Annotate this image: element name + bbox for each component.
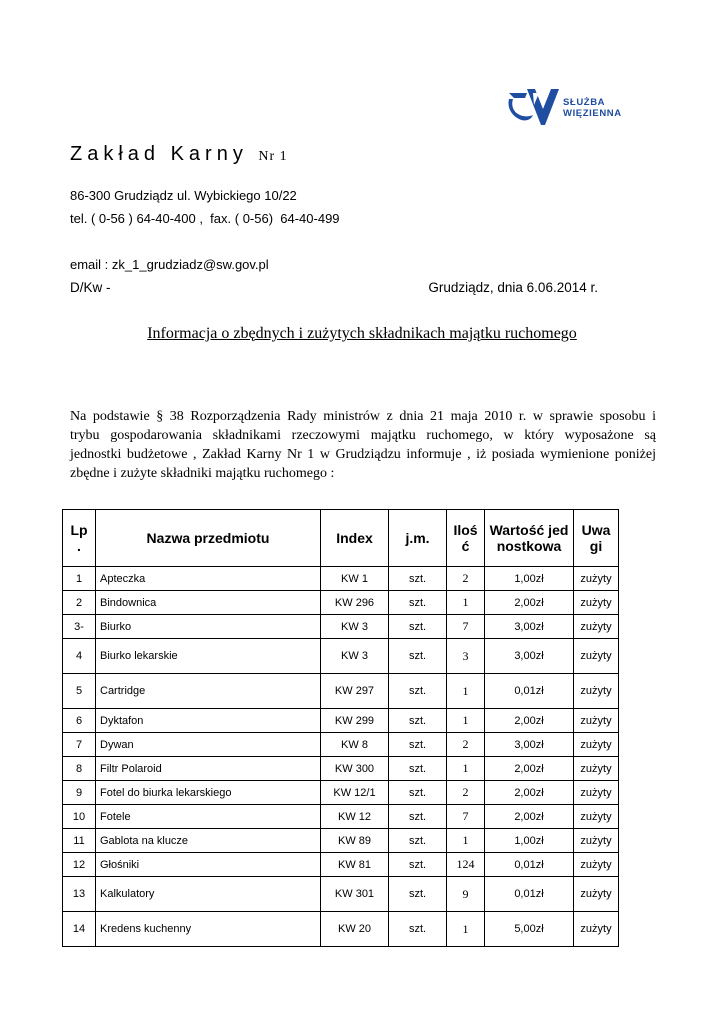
- cell-qty: 1: [447, 829, 485, 853]
- paragraph-line-1: Na podstawie § 38 Rozporządzenia Rady ministrów z dnia 21 maja 2010 r. w sprawie sposobu i: [70, 409, 656, 424]
- cell-name: Filtr Polaroid: [96, 757, 321, 781]
- intro-paragraph: [70, 407, 656, 483]
- cell-value: 0,01zł: [485, 853, 574, 877]
- cell-notes: zużyty: [574, 674, 619, 709]
- cell-qty: 1: [447, 591, 485, 615]
- cell-unit: szt.: [389, 615, 447, 639]
- cell-index: KW 12/1: [321, 781, 389, 805]
- header-lp: Lp .: [63, 510, 96, 567]
- header-name: Nazwa przedmiotu: [96, 510, 321, 567]
- cell-qty: 2: [447, 733, 485, 757]
- header-notes: Uwagi: [574, 510, 619, 567]
- cell-unit: szt.: [389, 877, 447, 912]
- cell-index: KW 296: [321, 591, 389, 615]
- cell-notes: zużyty: [574, 639, 619, 674]
- cell-lp: 12: [63, 853, 96, 877]
- cell-value: 2,00zł: [485, 591, 574, 615]
- sw-emblem-icon: [505, 85, 563, 131]
- cell-notes: zużyty: [574, 733, 619, 757]
- cell-notes: zużyty: [574, 829, 619, 853]
- cell-value: 3,00zł: [485, 733, 574, 757]
- cell-name: Biurko lekarskie: [96, 639, 321, 674]
- cell-notes: zużyty: [574, 912, 619, 947]
- cell-unit: szt.: [389, 639, 447, 674]
- cell-lp: 6: [63, 709, 96, 733]
- table-row: [63, 912, 619, 947]
- cell-lp: 13: [63, 877, 96, 912]
- cell-name: Fotel do biurka lekarskiego: [96, 781, 321, 805]
- cell-qty: 124: [447, 853, 485, 877]
- table-header-row: [63, 510, 619, 567]
- cell-index: KW 1: [321, 567, 389, 591]
- cell-value: 3,00zł: [485, 639, 574, 674]
- cell-name: Biurko: [96, 615, 321, 639]
- cell-notes: zużyty: [574, 615, 619, 639]
- paragraph-line-3: jednostki budżetowe , Zakład Karny Nr 1 w Grudziądzu informuje , iż posiada wymienione poniżej: [70, 447, 656, 462]
- cell-unit: szt.: [389, 805, 447, 829]
- cell-unit: szt.: [389, 912, 447, 947]
- table-row: [63, 733, 619, 757]
- institution-name: Zakład Karny: [70, 143, 248, 165]
- cell-value: 3,00zł: [485, 615, 574, 639]
- cell-notes: zużyty: [574, 781, 619, 805]
- cell-index: KW 81: [321, 853, 389, 877]
- cell-index: KW 301: [321, 877, 389, 912]
- cell-notes: zużyty: [574, 591, 619, 615]
- cell-name: Bindownica: [96, 591, 321, 615]
- cell-lp: 9: [63, 781, 96, 805]
- cell-qty: 7: [447, 615, 485, 639]
- cell-unit: szt.: [389, 591, 447, 615]
- cell-unit: szt.: [389, 757, 447, 781]
- cell-unit: szt.: [389, 674, 447, 709]
- cell-lp: 14: [63, 912, 96, 947]
- cell-index: KW 3: [321, 615, 389, 639]
- paragraph-line-2: trybu gospodarowania składnikami rzeczowymi majątku ruchomego, w który wyposażone są: [70, 428, 656, 443]
- cell-unit: szt.: [389, 567, 447, 591]
- logo-line-1: SŁUŻBA: [563, 97, 606, 108]
- cell-qty: 1: [447, 674, 485, 709]
- cell-index: KW 20: [321, 912, 389, 947]
- cell-index: KW 89: [321, 829, 389, 853]
- table-row: [63, 877, 619, 912]
- cell-notes: zużyty: [574, 853, 619, 877]
- cell-qty: 2: [447, 567, 485, 591]
- institution-number: Nr 1: [258, 149, 288, 164]
- cell-notes: zużyty: [574, 709, 619, 733]
- cell-name: Głośniki: [96, 853, 321, 877]
- table-row: [63, 709, 619, 733]
- cell-value: 2,00zł: [485, 781, 574, 805]
- cell-value: 1,00zł: [485, 829, 574, 853]
- cell-lp: 2: [63, 591, 96, 615]
- table-row: [63, 829, 619, 853]
- email-line: email : zk_1_grudziadz@sw.gov.pl: [70, 257, 269, 272]
- cell-lp: 1: [63, 567, 96, 591]
- cell-lp: 5: [63, 674, 96, 709]
- cell-qty: 2: [447, 781, 485, 805]
- header-index: Index: [321, 510, 389, 567]
- cell-qty: 1: [447, 709, 485, 733]
- cell-name: Dyktafon: [96, 709, 321, 733]
- table-row: [63, 757, 619, 781]
- cell-lp: 11: [63, 829, 96, 853]
- cell-qty: 1: [447, 757, 485, 781]
- cell-unit: szt.: [389, 709, 447, 733]
- cell-qty: 1: [447, 912, 485, 947]
- cell-value: 2,00zł: [485, 757, 574, 781]
- cell-value: 2,00zł: [485, 805, 574, 829]
- cell-value: 2,00zł: [485, 709, 574, 733]
- cell-name: Apteczka: [96, 567, 321, 591]
- address-line: 86-300 Grudziądz ul. Wybickiego 10/22: [70, 188, 297, 203]
- cell-unit: szt.: [389, 733, 447, 757]
- logo-line-2: WIĘZIENNA: [563, 108, 622, 119]
- cell-index: KW 12: [321, 805, 389, 829]
- sluzba-wiezienna-logo: [505, 85, 630, 131]
- cell-unit: szt.: [389, 829, 447, 853]
- items-table: [62, 509, 619, 947]
- cell-value: 5,00zł: [485, 912, 574, 947]
- cell-unit: szt.: [389, 853, 447, 877]
- table-row: [63, 639, 619, 674]
- cell-lp: 8: [63, 757, 96, 781]
- cell-lp: 10: [63, 805, 96, 829]
- cell-unit: szt.: [389, 781, 447, 805]
- cell-value: 0,01zł: [485, 877, 574, 912]
- cell-notes: zużyty: [574, 567, 619, 591]
- phone-line: tel. ( 0-56 ) 64-40-400 , fax. ( 0-56) 64-40-499: [70, 211, 340, 226]
- document-date: Grudziądz, dnia 6.06.2014 r.: [428, 280, 598, 295]
- table-row: [63, 781, 619, 805]
- cell-lp: 4: [63, 639, 96, 674]
- cell-notes: zużyty: [574, 757, 619, 781]
- cell-index: KW 299: [321, 709, 389, 733]
- cell-lp: 3-: [63, 615, 96, 639]
- table-row: [63, 567, 619, 591]
- table-row: [63, 591, 619, 615]
- institution-title: [70, 143, 288, 166]
- document-heading: Informacja o zbędnych i zużytych składnikach majątku ruchomego: [147, 325, 577, 342]
- cell-name: Gablota na klucze: [96, 829, 321, 853]
- cell-qty: 3: [447, 639, 485, 674]
- cell-name: Kredens kuchenny: [96, 912, 321, 947]
- header-unit: j.m.: [389, 510, 447, 567]
- table-row: [63, 615, 619, 639]
- table-row: [63, 853, 619, 877]
- cell-index: KW 8: [321, 733, 389, 757]
- header-value: Wartość jednostkowa: [485, 510, 574, 567]
- cell-notes: zużyty: [574, 877, 619, 912]
- paragraph-line-4: zbędne i zużyte składniki majątku ruchomego :: [70, 466, 335, 481]
- cell-name: Kalkulatory: [96, 877, 321, 912]
- cell-index: KW 300: [321, 757, 389, 781]
- table-row: [63, 674, 619, 709]
- reference-number: D/Kw -: [70, 280, 111, 295]
- cell-index: KW 297: [321, 674, 389, 709]
- cell-index: KW 3: [321, 639, 389, 674]
- cell-lp: 7: [63, 733, 96, 757]
- cell-notes: zużyty: [574, 805, 619, 829]
- cell-qty: 9: [447, 877, 485, 912]
- cell-value: 0,01zł: [485, 674, 574, 709]
- header-qty: Ilość: [447, 510, 485, 567]
- cell-name: Cartridge: [96, 674, 321, 709]
- cell-qty: 7: [447, 805, 485, 829]
- cell-value: 1,00zł: [485, 567, 574, 591]
- cell-name: Fotele: [96, 805, 321, 829]
- cell-name: Dywan: [96, 733, 321, 757]
- table-row: [63, 805, 619, 829]
